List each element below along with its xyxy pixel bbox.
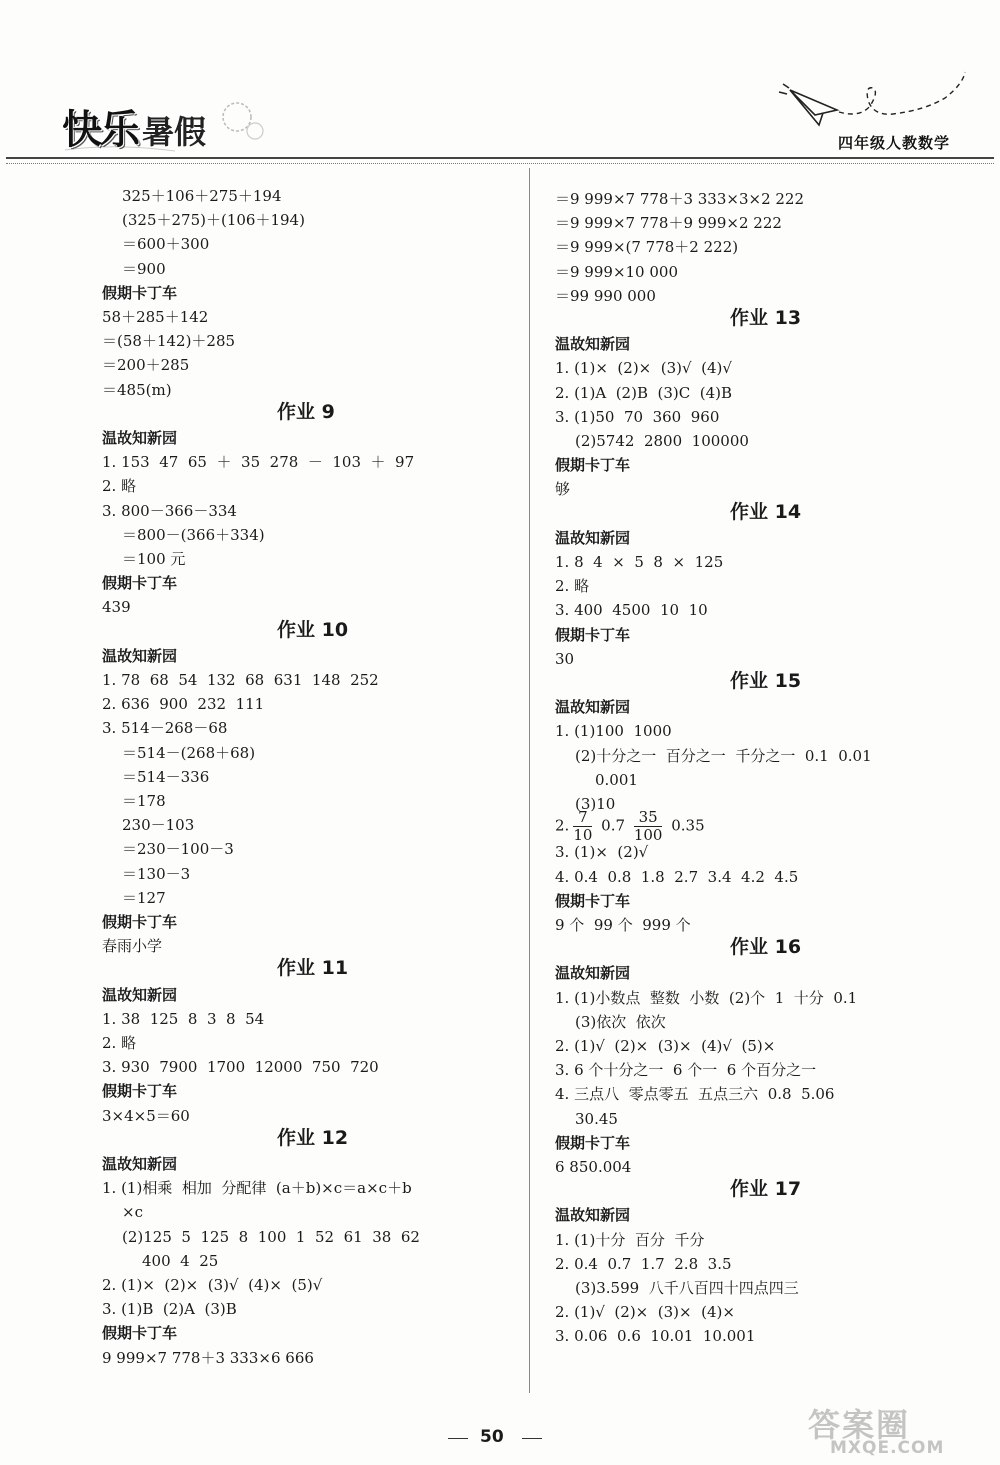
- section-title: 作业 9: [277, 400, 335, 423]
- answer-line: 2. 0.4 0.7 1.7 2.8 3.5: [555, 1254, 732, 1273]
- subsection-label: 假期卡丁车: [555, 456, 631, 475]
- fraction-denominator: 10: [573, 826, 593, 845]
- answer-value: 0.7: [596, 816, 630, 835]
- answer-line: 2. 略: [102, 1034, 137, 1052]
- section-title: 作业 12: [277, 1126, 349, 1149]
- page-number-dash-left: [448, 1438, 468, 1439]
- answer-line: 1. (1)× (2)× (3)√ (4)√: [555, 359, 732, 378]
- fraction-numerator: 35: [634, 809, 663, 827]
- answer-line: ＝485(m): [102, 380, 172, 399]
- subsection-label: 假期卡丁车: [555, 1133, 631, 1152]
- answer-line: 1. (1)小数点 整数 小数 (2)个 1 十分 0.1: [555, 988, 858, 1007]
- answer-line: 230－103: [122, 816, 195, 835]
- watermark-url: MXQE.COM: [830, 1438, 945, 1458]
- answer-line: ＝9 999×7 778＋9 999×2 222: [555, 214, 782, 233]
- section-title: 作业 14: [730, 500, 802, 523]
- grade-label: 四年级人教数学: [838, 134, 951, 152]
- answer-line: 2. (1)A (2)B (3)C (4)B: [555, 383, 733, 402]
- subsection-label: 温故知新园: [555, 964, 631, 983]
- answer-line: ＝178: [122, 792, 166, 810]
- answer-line: 3. 930 7900 1700 12000 750 720: [102, 1058, 379, 1077]
- answer-line: ＝230－100－3: [122, 840, 234, 859]
- answer-line: ＝9 999×10 000: [555, 262, 678, 281]
- fraction-7-10: [573, 809, 592, 844]
- answer-line: 0.001: [595, 770, 638, 789]
- answer-line: 春雨小学: [102, 937, 163, 956]
- fraction-numerator: 7: [573, 809, 592, 827]
- answer-line: 3. 0.06 0.6 10.01 10.001: [555, 1327, 756, 1346]
- fraction-35-100: [634, 809, 663, 844]
- answer-line: 3. 400 4500 10 10: [555, 601, 708, 620]
- answer-line: ＝100 元: [122, 550, 186, 568]
- brand-logo-sub: 暑假: [142, 113, 207, 151]
- answer-line: ＝800－(366＋334): [122, 525, 265, 544]
- answer-line: (2)十分之一 百分之一 千分之一 0.1 0.01: [575, 746, 872, 765]
- answer-line: (3)3.599 八千八百四十四点四三: [575, 1279, 799, 1297]
- subsection-label: 温故知新园: [555, 698, 631, 717]
- answer-line: ＝600＋300: [122, 235, 210, 254]
- answer-line: 2. 略: [102, 477, 137, 496]
- answer-line: 6 850.004: [555, 1158, 632, 1176]
- subsection-label: 假期卡丁车: [102, 574, 178, 593]
- brand-logo: [62, 98, 206, 155]
- answer-line: 1. (1)100 1000: [555, 722, 672, 741]
- answer-line: 3. 6 个十分之一 6 个一 6 个百分之一: [555, 1061, 817, 1080]
- subsection-label: 假期卡丁车: [102, 283, 178, 302]
- answer-value: 0.35: [666, 816, 705, 835]
- answer-line: ＝200＋285: [102, 356, 190, 375]
- answer-line: 2. (1)√ (2)× (3)× (4)√ (5)×: [555, 1037, 776, 1055]
- subsection-label: 温故知新园: [555, 528, 631, 547]
- subsection-label: 假期卡丁车: [555, 625, 631, 644]
- answer-line: ×c: [122, 1203, 143, 1222]
- answer-line: (325＋275)＋(106＋194): [122, 211, 305, 230]
- subsection-label: 假期卡丁车: [102, 1082, 178, 1101]
- answer-line: 3. (1)50 70 360 960: [555, 407, 720, 426]
- answer-line: 9 999×7 778＋3 333×6 666: [102, 1348, 314, 1367]
- page-number: 50: [480, 1427, 504, 1447]
- answer-line: 1. (1)十分 百分 千分: [555, 1230, 705, 1249]
- watermark: [808, 1400, 988, 1460]
- section-title: 作业 17: [730, 1178, 802, 1201]
- watermark-logo: 答案圈: [808, 1406, 911, 1444]
- answer-line: ＝127: [122, 888, 166, 907]
- subsection-label: 假期卡丁车: [555, 891, 631, 910]
- answer-line: 1. (1)相乘 相加 分配律 (a＋b)×c＝a×c＋b: [102, 1179, 412, 1198]
- answer-line: 3. (1)× (2)√: [555, 843, 649, 862]
- subsection-label: 温故知新园: [102, 429, 178, 447]
- answer-line: 1. 153 47 65 ＋ 35 278 － 103 ＋ 97: [102, 453, 415, 472]
- answer-line: 2. 636 900 232 111: [102, 695, 265, 714]
- answer-line: 3. (1)B (2)A (3)B: [102, 1300, 237, 1319]
- answer-line: ＝514－(268＋68): [122, 743, 256, 762]
- answer-line: 30.45: [575, 1109, 618, 1128]
- section-title: 作业 10: [277, 618, 349, 641]
- answer-line: ＝9 999×(7 778＋2 222): [555, 238, 739, 257]
- answer-line: 4. 三点八 零点零五 五点三六 0.8 5.06: [555, 1085, 835, 1104]
- answer-line: (2)125 5 125 8 100 1 52 61 38 62: [122, 1227, 420, 1246]
- page-number-dash-right: [522, 1438, 542, 1439]
- answer-line: ＝514－336: [122, 767, 210, 786]
- answer-line: 9 个 99 个 999 个: [555, 916, 691, 934]
- subsection-label: 温故知新园: [555, 335, 631, 354]
- answer-line: 3×4×5＝60: [102, 1106, 190, 1125]
- subsection-label: 假期卡丁车: [102, 1324, 178, 1343]
- paper-plane-icon: [775, 70, 975, 140]
- fraction-answer-line: [555, 809, 705, 844]
- answer-line: 58＋285＋142: [102, 308, 209, 326]
- subsection-label: 温故知新园: [102, 646, 178, 665]
- brand-logo-main: 快乐: [62, 107, 138, 153]
- answer-line: (3)依次 依次: [575, 1012, 666, 1031]
- answer-line: 30: [555, 649, 575, 668]
- section-title: 作业 11: [277, 957, 349, 980]
- section-title: 作业 15: [730, 670, 802, 692]
- page-header: [0, 0, 1000, 170]
- subsection-label: 温故知新园: [102, 1155, 178, 1173]
- section-title: 作业 13: [730, 307, 802, 329]
- answer-line: 够: [555, 480, 571, 499]
- answer-line: 400 4 25: [142, 1251, 219, 1270]
- answer-line: 325＋106＋275＋194: [122, 187, 282, 205]
- answer-line: 2. (1)× (2)× (3)√ (4)× (5)√: [102, 1276, 323, 1294]
- header-divider: [6, 157, 994, 164]
- subsection-label: 假期卡丁车: [102, 913, 178, 931]
- answer-line: 1. 78 68 54 132 68 631 148 252: [102, 671, 379, 689]
- subsection-label: 温故知新园: [102, 985, 178, 1004]
- answer-line: 439: [102, 598, 131, 617]
- section-title: 作业 16: [730, 936, 802, 959]
- fraction-denominator: 100: [633, 826, 663, 845]
- answer-line: 3. 800－366－334: [102, 501, 237, 520]
- answer-line: 1. 38 125 8 3 8 54: [102, 1009, 265, 1028]
- answer-line: (3)10: [575, 795, 616, 813]
- answer-line: 1. 8 4 × 5 8 × 125: [555, 553, 724, 571]
- answer-line: 3. 514－268－68: [102, 719, 228, 738]
- subsection-label: 温故知新园: [555, 1206, 631, 1225]
- answer-line: 2. (1)√ (2)× (3)× (4)×: [555, 1303, 735, 1322]
- answer-line: 2. 略: [555, 577, 590, 596]
- answer-line: 4. 0.4 0.8 1.8 2.7 3.4 4.2 4.5: [555, 867, 799, 886]
- answer-line: ＝(58＋142)＋285: [102, 332, 236, 351]
- question-number: 2.: [555, 816, 570, 835]
- answer-line: ＝99 990 000: [555, 286, 656, 305]
- column-divider: [529, 168, 530, 1393]
- answer-line: ＝9 999×7 778＋3 333×3×2 222: [555, 190, 805, 208]
- answer-line: ＝900: [122, 259, 166, 278]
- answer-line: ＝130－3: [122, 864, 191, 883]
- answer-line: (2)5742 2800 100000: [575, 432, 749, 450]
